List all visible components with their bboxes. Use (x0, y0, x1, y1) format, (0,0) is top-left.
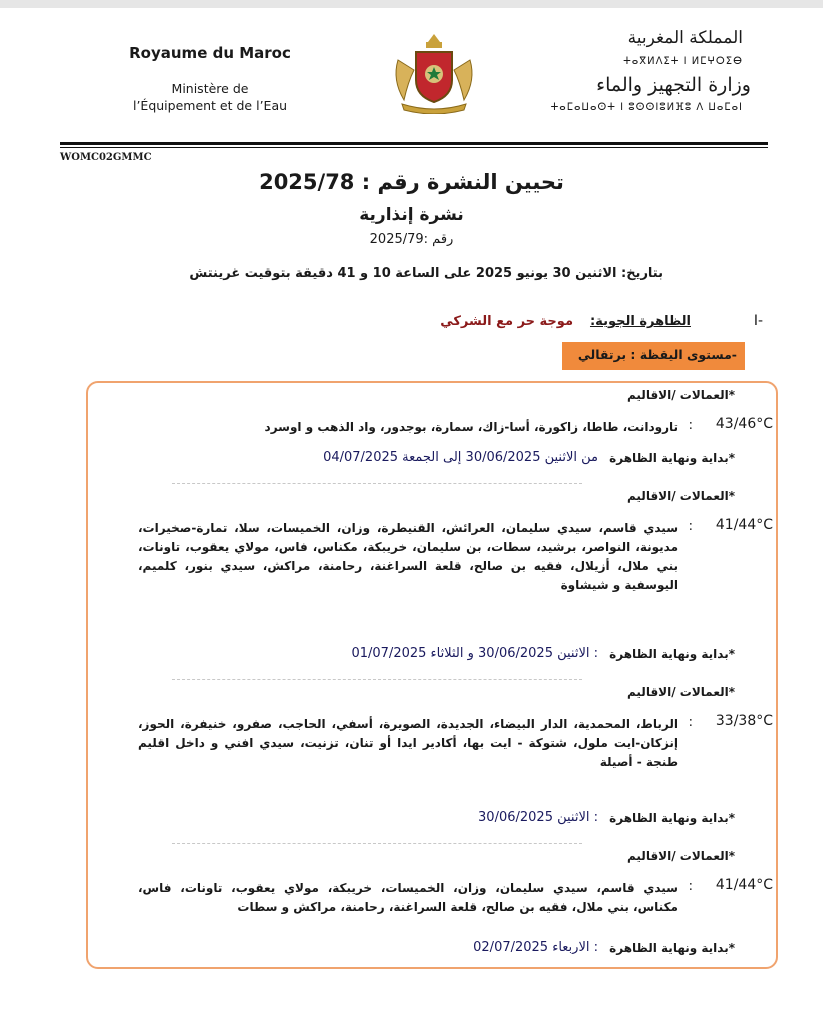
phenomenon-label: الظاهرة الجوية: (589, 314, 691, 329)
header-rule-thin (60, 147, 768, 148)
ar-kingdom-title: المملكة المغربية (627, 28, 743, 48)
alert-level-text: -مستوى اليقظة : برتقالي (577, 347, 737, 362)
period-value: من الاثنين 30/06/2025 إلى الجمعة 04/07/2025 (323, 450, 598, 465)
region-list: تارودانت، طاطا، زاكورة، أسا-زاك، سمارة، بوجدور، واد الذهب و اوسرد (264, 420, 678, 434)
divider (172, 679, 582, 680)
colon-separator: : (688, 519, 693, 534)
tifinagh-ministry: ⵜⴰⵎⴰⵡⴰⵙⵜ ⵏ ⵓⵙⵙⵏⵓⵍⴼⵓ ⴷ ⵡⴰⵎⴰⵏ (550, 102, 743, 113)
header-rule-thick (60, 142, 768, 145)
colon-separator: : (688, 418, 693, 433)
prefectures-label: *العمالات /الاقاليم (627, 388, 735, 402)
temperature-range: 41/44°C (715, 877, 773, 893)
tifinagh-kingdom: ⵜⴰⴳⵍⴷⵉⵜ ⵏ ⵍⵎⵖⵔⵉⴱ (623, 56, 743, 67)
bulletin-subtitle: نشرة إنذارية (359, 205, 464, 225)
phenomenon-value: موجة حر مع الشركي (440, 314, 573, 329)
period-value: : الاثنين 30/06/2025 و الثلاثاء 01/07/2025 (351, 646, 598, 661)
period-label: *بداية ونهاية الظاهرة (609, 941, 735, 955)
region-list: الرباط، المحمدية، الدار البيضاء، الجديدة، الصويرة، أسفي، الحاجب، صفرو، خنيفرة، الحوز، إنزكان-ايت ملول، شتوكة - ايت بها، أكادير ايدا أو تنان، تزنيت، سيدي افني و داخل اقليم طنجة - أصيلة (138, 717, 678, 769)
period-value: : الاثنين 30/06/2025 (478, 810, 598, 825)
bulletin-title: تحيين النشرة رقم : 2025/78 (259, 170, 564, 194)
colon-separator: : (688, 715, 693, 730)
temperature-range: 33/38°C (715, 713, 773, 729)
ar-ministry: وزارة التجهيز والماء (596, 74, 751, 96)
bulletin-number: رقم :2025/79 (369, 232, 454, 247)
prefectures-label: *العمالات /الاقاليم (627, 489, 735, 503)
alert-level-banner (562, 342, 745, 370)
bulletin-code: WOMC02GMMC (60, 152, 152, 163)
region-list: سيدي قاسم، سيدي سليمان، وزان، الخميسات، خريبكة، مولاي يعقوب، تاونات، فاس، مكناس، بني ملال، فقيه بن صالح، قلعة السراغنة، رحامنة، مراكش و سطات (138, 881, 678, 914)
temperature-range: 43/46°C (715, 416, 773, 432)
period-value: : الاربعاء 02/07/2025 (473, 940, 598, 955)
period-label: *بداية ونهاية الظاهرة (609, 647, 735, 661)
top-strip (0, 0, 823, 8)
prefectures-label: *العمالات /الاقاليم (627, 849, 735, 863)
divider (172, 483, 582, 484)
morocco-coat-of-arms-icon (388, 30, 480, 114)
fr-ministry (120, 80, 300, 114)
fr-ministry-line2: l’Équipement et de l’Eau (132, 98, 288, 113)
divider (172, 843, 582, 844)
colon-separator: : (688, 879, 693, 894)
region-list: سيدي قاسم، سيدي سليمان، العرائش، القنيطرة، وزان، الخميسات، سلا، تمارة-صخيرات، مديونة، النواصر، برشيد، سطات، بن سليمان، خريبكة، مكناس، فاس، مولاي يعقوب، تاونات، بني ملال، أزيلال، فقيه بن صالح، قلعة السراغنة، رحامنة، مراكش، سيدي بنور، كلميم، اليوسفية و شيشاوة (138, 521, 678, 592)
section-number: I- (753, 313, 763, 329)
temperature-range: 41/44°C (715, 517, 773, 533)
prefectures-label: *العمالات /الاقاليم (627, 685, 735, 699)
bulletin-date: بتاريخ: الاثنين 30 يونيو 2025 على الساعة 10 و 41 دقيقة بتوقيت غرينتش (189, 266, 663, 281)
period-label: *بداية ونهاية الظاهرة (609, 811, 735, 825)
fr-kingdom-title: Royaume du Maroc (129, 44, 291, 62)
fr-ministry-line1: Ministère de (171, 81, 249, 96)
period-label: *بداية ونهاية الظاهرة (609, 451, 735, 465)
